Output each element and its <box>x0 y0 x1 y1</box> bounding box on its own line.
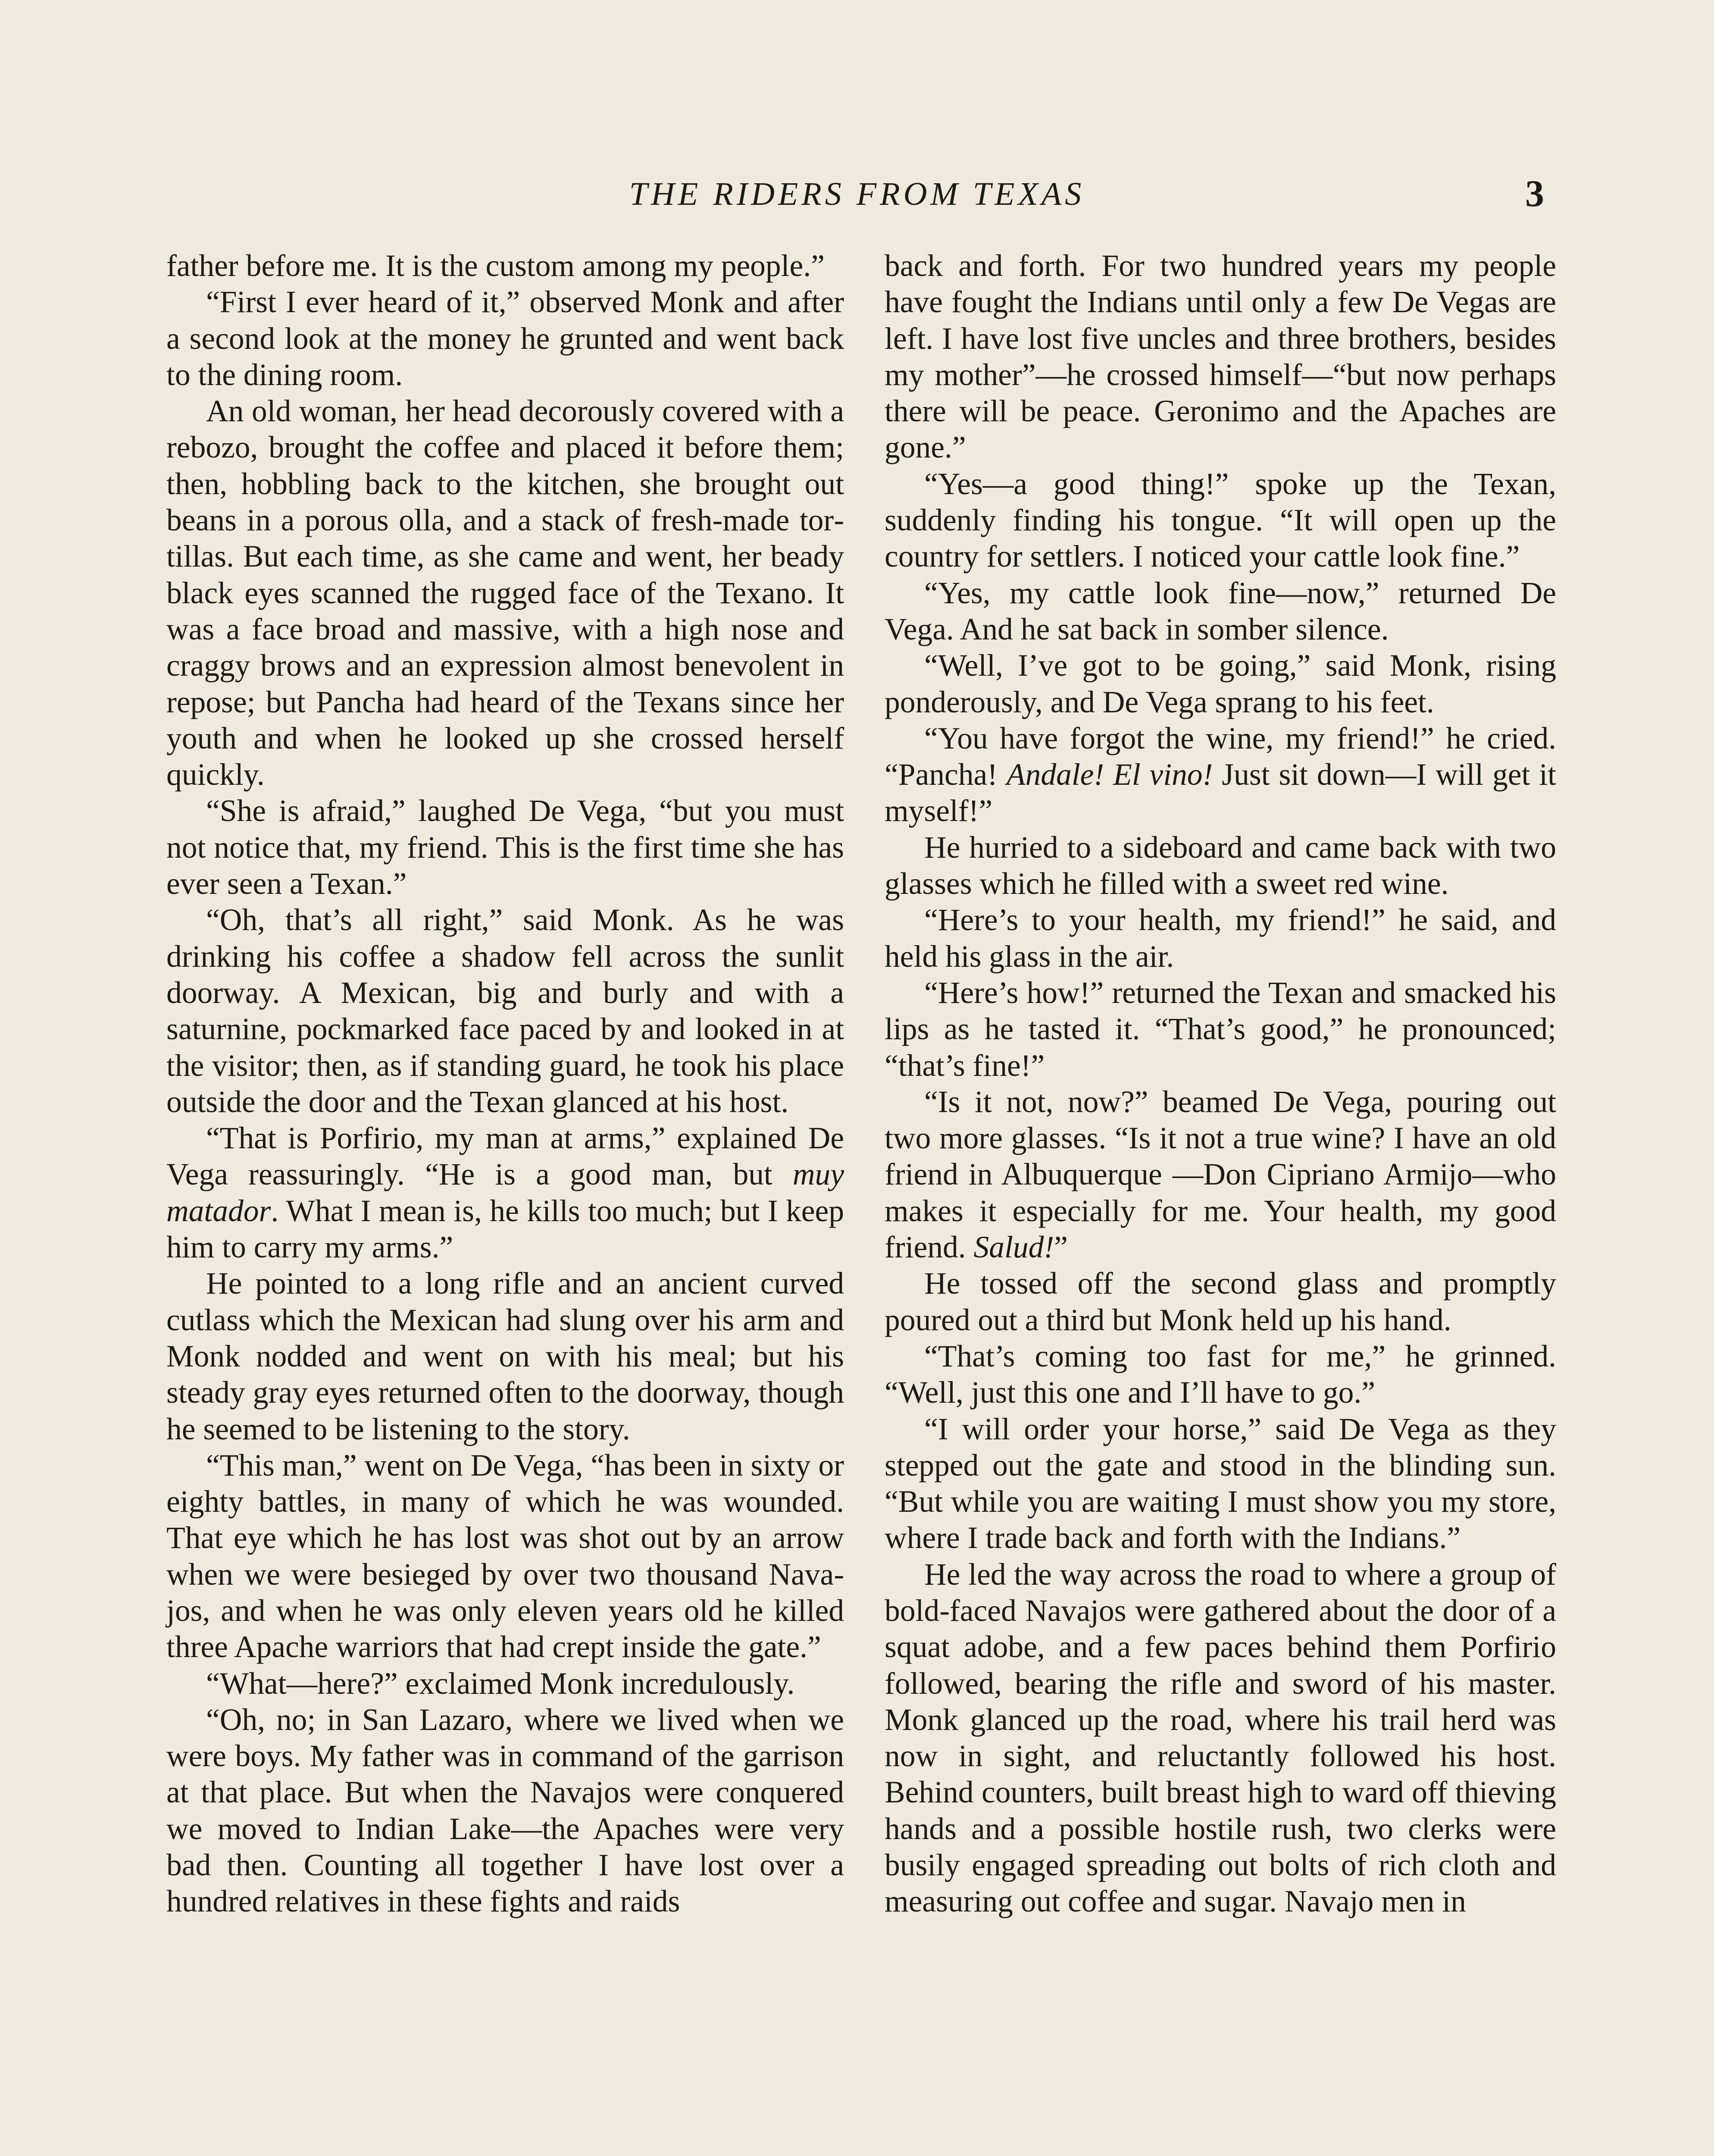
paragraph: “I will order your horse,” said De Vega as they stepped out the gate and stood in the blinding sun. “But while you are waiting I must show you my store, where I trade back and forth with the Indians.” <box>885 1412 1556 1555</box>
paragraph: “First I ever heard of it,” observed Monk and after a second look at the money he grunted and went back to the dining room. <box>166 285 844 392</box>
paragraph: “That’s coming too fast for me,” he grinned. “Well, just this one and I’ll have to go.” <box>885 1339 1556 1410</box>
paragraph: “Oh, that’s all right,” said Monk. As he was drinking his coffee a shadow fell across the sunlit doorway. A Mexican, big and burly and with a saturnine, pockmarked face paced by and looked in at the visitor; then, as if standing guard, he took his place outside the door and the Texan glanced at his host. <box>166 903 844 1119</box>
paragraph: back and forth. For two hundred years my people have fought the Indians until only a few De Vegas are left. I have lost five uncles and three brothers, besides my mother”—he crossed himself—“but now perhaps there will be peace. Geronimo and the Apaches are gone.” <box>885 249 1556 465</box>
page-number: 3 <box>1525 173 1544 215</box>
paragraph: “This man,” went on De Vega, “has been in sixty or eighty battles, in many of which he was wounded. That eye which he has lost was shot out by an arrow when we were besieged by over two thousand Navajos, and when he was only eleven years old he killed three Apache warriors that had crept inside the gate.” <box>166 1448 844 1664</box>
running-head: THE RIDERS FROM TEXAS <box>629 176 1085 212</box>
paragraph: “Well, I’ve got to be going,” said Monk, rising ponderously, and De Vega sprang to his feet. <box>885 649 1556 719</box>
left-column <box>166 248 844 1920</box>
italic-phrase: Andale! El vino! <box>1006 758 1213 792</box>
text-run: Just sit down—I will get it myself!” <box>885 758 1557 828</box>
italic-phrase: Salud! <box>973 1230 1054 1265</box>
paragraph <box>885 1084 1556 1266</box>
paragraph: “Yes, my cattle look fine—now,” returned De Vega. And he sat back in somber silence. <box>885 576 1556 646</box>
paragraph: He tossed off the second glass and promptly poured out a third but Monk held up his hand. <box>885 1266 1556 1337</box>
paragraph: “Here’s to your health, my friend!” he said, and held his glass in the air. <box>885 903 1556 974</box>
text-run: . What I mean is, he kills too much; but I keep him to carry my arms.” <box>166 1194 844 1265</box>
text-run: “You have forgot the wine, my friend!” he cried. “Pancha! <box>885 721 1556 792</box>
paragraph <box>885 721 1556 830</box>
paragraph: He pointed to a long rifle and an ancient curved cutlass which the Mexican had slung over his arm and Monk nodded and went on with his meal; but his steady gray eyes returned often to the doorway, though he seemed to be listening to the story. <box>166 1266 844 1446</box>
page-header <box>0 170 1714 218</box>
paragraph: “Here’s how!” returned the Texan and smacked his lips as he tasted it. “That’s good,” he pronounced; “that’s fine!” <box>885 975 1556 1083</box>
italic-phrase: muy matador <box>166 1157 844 1228</box>
text-run: ” <box>1054 1230 1068 1265</box>
paragraph: An old woman, her head decorously covered with a rebozo, brought the coffee and placed it before them; then, hobbling back to the kitchen, she brought out beans in a porous olla, and a stack of fresh-made tortillas. But each time, as she came and went, her beady black eyes scanned the rugged face of the Texano. It was a face broad and massive, with a high nose and craggy brows and an expression almost benevolent in repose; but Pancha had heard of the Texans since her youth and when he looked up she crossed herself quickly. <box>166 394 844 792</box>
paragraph: He led the way across the road to where a group of bold-faced Navajos were gathered about the door of a squat adobe, and a few paces behind them Porfirio followed, bearing the rifle and sword of his master. Monk glanced up the road, where his trail herd was now in sight, and reluctantly followed his host. Behind counters, built breast high to ward off thieving hands and a possible hostile rush, two clerks were busily engaged spreading out bolts of rich cloth and measuring out coffee and sugar. Navajo men in <box>885 1557 1556 1919</box>
paragraph: “Yes—a good thing!” spoke up the Texan, suddenly finding his tongue. “It will open up the country for settlers. I noticed your cattle look fine.” <box>885 467 1556 574</box>
right-column <box>885 248 1556 1920</box>
paragraph <box>166 1120 844 1266</box>
paragraph: “What—here?” exclaimed Monk incredulously. <box>206 1666 795 1701</box>
paragraph: “She is afraid,” laughed De Vega, “but you must not notice that, my friend. This is the first time she has ever seen a Texan.” <box>166 794 844 901</box>
text-run: “Is it not, now?” beamed De Vega, pouring out two more glasses. “Is it not a true wine? I have an old friend in Albuquerque —Don Cipriano Armijo—who makes it especially for me. Your health, my good friend. <box>885 1084 1556 1265</box>
paragraph: father before me. It is the custom among my people.” <box>166 249 825 283</box>
paragraph: He hurried to a sideboard and came back with two glasses which he filled with a sweet red wine. <box>885 830 1556 901</box>
text-run: “That is Porfirio, my man at arms,” explained De Vega reassuringly. “He is a good man, but <box>166 1121 844 1192</box>
paragraph: “Oh, no; in San Lazaro, where we lived when we were boys. My father was in command of the garrison at that place. But when the Navajos were conquered we moved to Indian Lake—the Apaches were very bad then. Counting all together I have lost over a hundred relatives in these fights and raids <box>166 1702 844 1919</box>
